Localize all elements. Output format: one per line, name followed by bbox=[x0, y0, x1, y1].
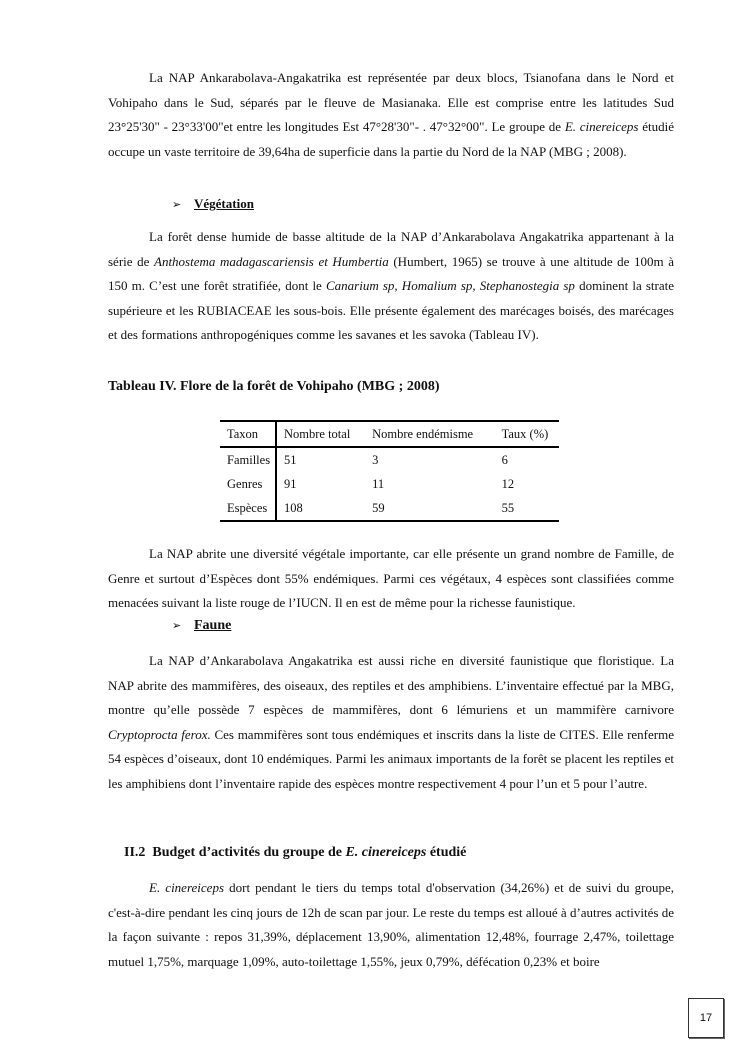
table-caption: Tableau IV. Flore de la forêt de Vohipaho (MBG ; 2008) bbox=[108, 379, 440, 394]
paragraph-vegetation: La forêt dense humide de basse altitude de la NAP d’Ankarabolava Angakatrika appartenant à la série de Anthostema madagascariensis et Humbertia (Humbert, 1965) se trouve à une altitude de 100m à 150 m. C’est une forêt stratifiée, dont le Canarium sp, Homalium sp, Stephanostegia sp dominent la strate supérieure et les RUBIACEAE les sous-bois. Elle présente également des marécages boisés, des marécages et des formations anthropogéniques comme les savanes et les savoka (Tableau IV). bbox=[108, 229, 675, 342]
paragraph-budget: E. cinereiceps dort pendant le tiers du temps total d'observation (34,26%) et de suivi du groupe, c'est-à-dire pendant les cinq jours de 12h de scan par jour. Le reste du temps est alloué à d’autres activités de la façon suivante : repos 31,39%, déplacement 13,90%, alimentation 12,48%, fourrage 2,47%, toilettage mutuel 1,75%, marquage 1,09%, auto-toilettage 1,55%, jeux 0,79%, défécation 0,23% et boire bbox=[108, 880, 675, 969]
table-header-row: Taxon Nombre total Nombre endémisme Taux (%) bbox=[220, 421, 559, 447]
table-row: Espèces 108 59 55 bbox=[220, 496, 559, 521]
paragraph-faune: La NAP d’Ankarabolava Angakatrika est aussi riche en diversité faunistique que floristique. La NAP abrite des mammifères, des oiseaux, des reptiles et des amphibiens. L’inventaire effectué par la MBG, montre qu’elle possède 7 espèces de mammifères, dont 6 lémuriens et un mammifère carnivore Cryptoprocta ferox. Ces mammifères sont tous endémiques et inscrits dans la liste de CITES. Elle renferme 54 espèces d’oiseaux, dont 10 endémiques. Parmi les animaux importants de la forêt se placent les reptiles et les amphibiens dont l’inventaire rapide des espèces montre respectivement 4 pour l’un et 5 pour l’autre. bbox=[108, 653, 674, 791]
table-row: Familles 51 3 6 bbox=[220, 447, 559, 472]
paragraph-diversity: La NAP abrite une diversité végétale importante, car elle présente un grand nombre de Famille, de Genre et surtout d’Espèces dont 55% endémiques. Parmi ces végétaux, 4 espèces sont classifiées comme menacées suivant la liste rouge de l’IUCN. Il en est de même pour la richesse faunistique. bbox=[108, 546, 674, 610]
arrow-bullet-icon: ➢ bbox=[172, 620, 182, 632]
arrow-bullet-icon: ➢ bbox=[172, 199, 182, 211]
page-number: 17 bbox=[688, 998, 724, 1038]
section-heading: II.2 Budget d’activités du groupe de E. cinereiceps étudié bbox=[124, 845, 467, 860]
paragraph-location: La NAP Ankarabolava-Angakatrika est représentée par deux blocs, Tsianofana dans le Nord et Vohipaho dans le Sud, séparés par le fleuve de Masianaka. Elle est comprise entre les latitudes Sud 23°25'30" - 23°33'00"et entre les longitudes Est 47°28'30"- . 47°32°00". Le groupe de E. cinereiceps étudié occupe un vaste territoire de 39,64ha de superficie dans la partie du Nord de la NAP (MBG ; 2008). bbox=[108, 70, 674, 159]
heading-vegetation: ➢ Végétation bbox=[172, 196, 254, 211]
table-row: Genres 91 11 12 bbox=[220, 472, 559, 496]
flora-table bbox=[220, 420, 559, 522]
heading-faune: ➢ Faune bbox=[172, 618, 232, 633]
